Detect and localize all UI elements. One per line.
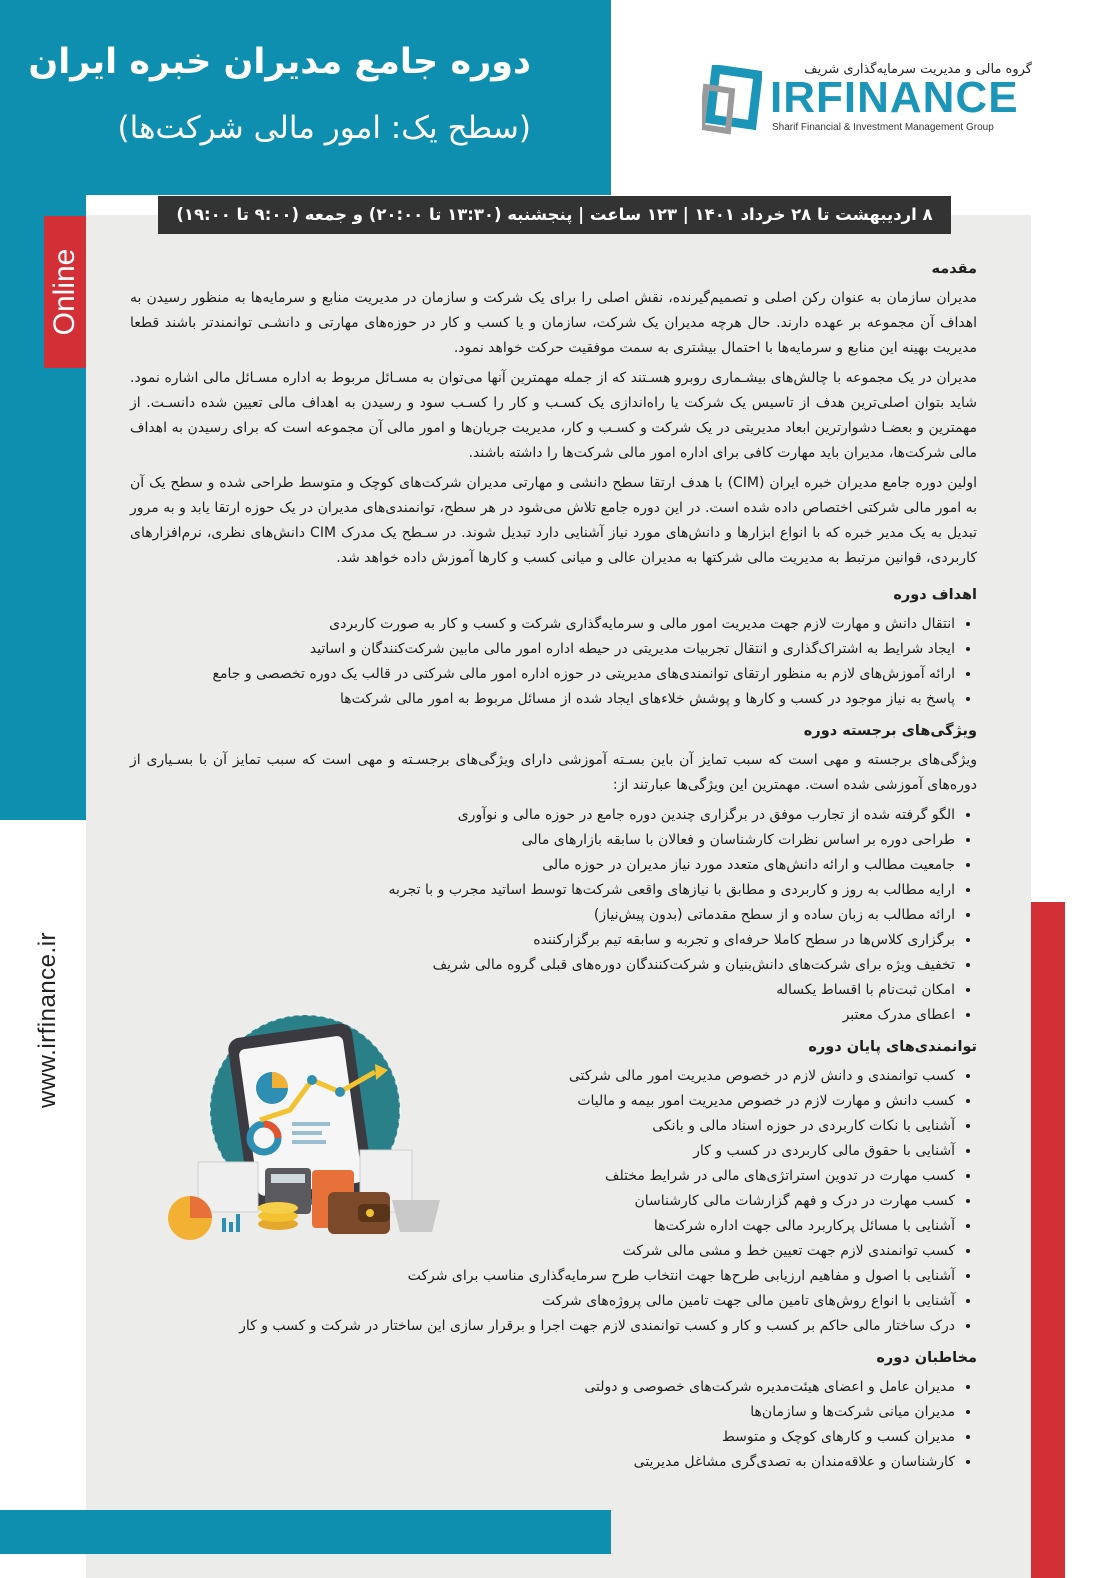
goals-heading: اهداف دوره	[893, 587, 977, 603]
list-item: • پاسخ به نیاز موجود در کسب و کارها و پوشش خلاءهای ایجاد شده از مسائل مربوط به امور مالی شرکت‌ها	[130, 687, 955, 712]
finance-illustration	[160, 1000, 445, 1250]
blue-side-band	[0, 0, 86, 820]
intro-paragraph: اولین دوره جامع مدیران خبره ایران (CIM) با هدف ارتقا سطح دانشی و مهارتی مدیران شرکت‌های کوچک و متوسط طراحی شده و سطح یک آن به امور مالی شرکتی اختصاص داده شده است. در این دوره جامع تلاش می‌شود در هر سطح، توانمندی‌های مدیران در یک حوزه ارتقا یابد و به مرور تبدیل به یک مدیر خبره که با انواع ابزارها و دانش‌های مورد نیاز آشنایی دارد تبدیل شوند. در سـطح یک مدرک CIM دانش‌های نظری، نرم‌افزارهای کاربردی، قوانین مرتبط به مدیریت مالی شرکتها به مدیران عالی و میانی کسب و کارها آموزش داده خواهد شد.	[130, 475, 977, 566]
page-subtitle: (سطح یک: امور مالی شرکت‌ها)	[117, 110, 531, 146]
list-item: • آشنایی با حقوق مالی کاربردی در کسب و کار	[130, 1139, 955, 1164]
online-label: Online	[48, 248, 81, 336]
features-list	[130, 803, 977, 1028]
list-item: • اعطای مدرک معتبر	[130, 1003, 955, 1028]
logo-persian-name: گروه مالی و مدیریت سرمایه‌گذاری شریف	[804, 62, 1032, 77]
list-item: • جامعیت مطالب و ارائه دانش‌های متعدد مورد نیاز مدیران در حوزه مالی	[130, 853, 955, 878]
website-link[interactable]: www.irfinance.ir	[34, 931, 61, 1109]
list-item: • کسب توانمندی و دانش لازم در خصوص مدیریت امور مالی شرکتی	[130, 1064, 955, 1089]
list-item: • آشنایی با مسائل پرکاربرد مالی جهت اداره شرکت‌ها	[130, 1214, 955, 1239]
page-title: دوره جامع مدیران خبره ایران	[28, 42, 531, 82]
intro-paragraph: مدیران سازمان به عنوان رکن اصلی و تصمیم‌گیرنده، نقش اصلی را برای یک شرکت و سازمان در مدیریت منابع و سرمایه‌ها به منظور رسیدن به اهداف آن مجموعه بر عهده دارند. حال هرچه مدیران یک شرکت، سازمان و یا کسب و کار در حوزه‌های مهارتی و دانشـی توانمندتر باشند قطعا مدیریت بهینه این منابع و سرمایه‌ها با احتمال بیشتری به سمت موفقیت حرکت خواهد نمود.	[130, 290, 977, 356]
intro-paragraph: مدیران در یک مجموعه با چالش‌های بیشـماری روبرو هسـتند که از جمله مهمترین آنها می‌توان به مسـائل مربوط به اداره مسـائل مالی اشاره نمود. شاید بتوان اصلی‌ترین هدف از تاسیس یک شرکت یا راه‌اندازی یک کسـب و کار را کسـب سود و رسیدن به اهداف مالی تعیین شده دانسـت. از مهمترین و بعضـا دشوارترین ابعاد مدیریتی در یک شرکت و کسـب و کار، مدیریت جریان‌ها و امور مالی آن مجموعه است که برای رسیدن به اهداف مالی شرکت‌ها، مدیران باید مهارت کافی برای اداره امور مالی شرکت‌ها را داشته باشند.	[130, 370, 977, 461]
list-item: • آشنایی با نکات کاربردی در حوزه اسناد مالی و بانکی	[130, 1114, 955, 1139]
list-item: • کسب مهارت در تدوین استراتژی‌های مالی در شرایط مختلف	[130, 1164, 955, 1189]
schedule-bar: ۸ اردیبهشت تا ۲۸ خرداد ۱۴۰۱ | ۱۲۳ ساعت | پنجشنبه (۱۳:۳۰ تا ۲۰:۰۰) و جمعه (۹:۰۰ تا ۱۹:۰۰)	[158, 196, 951, 234]
list-item: • کارشناسان و علاقه‌مندان به تصدی‌گری مشاغل مدیریتی	[130, 1450, 955, 1475]
audience-list	[130, 1375, 977, 1475]
list-item: • تخفیف ویژه برای شرکت‌های دانش‌بنیان و شرکت‌کنندگان دوره‌های قبلی گروه مالی شریف	[130, 953, 955, 978]
list-item: • الگو گرفته شده از تجارب موفق در برگزاری چندین دوره جامع در حوزه مالی و نوآوری	[130, 803, 955, 828]
list-item: • کسب توانمندی لازم جهت تعیین خط و مشی مالی شرکت	[130, 1239, 955, 1264]
list-item: • طراحی دوره بر اساس نظرات کارشناسان و فعالان با سابقه بازارهای مالی	[130, 828, 955, 853]
list-item: • درک ساختار مالی حاکم بر کسب و کار و کسب توانمندی لازم جهت اجرا و برقرار سازی این ساختار در شرکت و کسب و کار	[130, 1314, 955, 1339]
logo-brand: IRFINANCE	[770, 73, 1019, 122]
skills-heading: توانمندی‌های پایان دوره	[808, 1039, 977, 1055]
list-item: • مدیران عامل و اعضای هیئت‌مدیره شرکت‌های خصوصی و دولتی	[130, 1375, 955, 1400]
list-item: • انتقال دانش و مهارت لازم جهت مدیریت امور مالی و سرمایه‌گذاری شرکت و کسب و کار به صورت کاربردی	[130, 612, 955, 637]
list-item: • امکان ثبت‌نام با اقساط یکساله	[130, 978, 955, 1003]
intro-heading: مقدمه	[931, 261, 977, 277]
list-item: • ارایه مطالب به روز و کاربردی و مطابق با نیازهای واقعی شرکت‌ها توسط اساتید مجرب و با تجربه	[130, 878, 955, 903]
list-item: • آشنایی با اصول و مفاهیم ارزیابی طرح‌ها جهت انتخاب طرح سرمایه‌گذاری مناسب برای شرکت	[130, 1264, 955, 1289]
online-tab	[44, 216, 86, 368]
list-item: • ایجاد شرایط به اشتراک‌گذاری و انتقال تجربیات مدیریتی در حیطه اداره امور مالی مابین شرکت‌کنندگان و اساتید	[130, 637, 955, 662]
content-body	[130, 258, 977, 1483]
list-item: • کسب دانش و مهارت لازم در خصوص مدیریت امور بیمه و مالیات	[130, 1089, 955, 1114]
list-item: • ارائه مطالب به زبان ساده و از سطح مقدماتی (بدون پیش‌نیاز)	[130, 903, 955, 928]
features-heading: ویژگی‌های برجسته دوره	[803, 723, 977, 739]
list-item: • برگزاری کلاس‌ها در سطح کاملا حرفه‌ای و تجربه و سابقه تیم برگزارکننده	[130, 928, 955, 953]
features-intro: ویژگی‌های برجسته و مهی است که سبب تمایز آن باین بسـته آموزشی دارای ویژگی‌های برجسـته و مهی است که سبب تمایز آن با بسـیاری از دوره‌های آموزشی شده است. مهمترین این ویژگی‌ها عبارتند از:	[130, 752, 977, 793]
list-item: • آشنایی با انواع روش‌های تامین مالی جهت تامین مالی پروژه‌های شرکت	[130, 1289, 955, 1314]
list-item: • ارائه آموزش‌های لازم به منظور ارتقای توانمندی‌های مدیریتی در حوزه اداره امور مالی شرکتی در قالب یک دوره تخصصی و جامع	[130, 662, 955, 687]
audience-heading: مخاطبان دوره	[876, 1350, 977, 1366]
list-item: • مدیران میانی شرکت‌ها و سازمان‌ها	[130, 1400, 955, 1425]
goals-list	[130, 612, 977, 712]
blue-header-block	[86, 0, 611, 195]
blue-footer-band	[0, 1510, 611, 1554]
list-item: • کسب مهارت در درک و فهم گزارشات مالی کارشناسان	[130, 1189, 955, 1214]
red-accent-band	[1031, 902, 1065, 1578]
irfinance-logo	[702, 60, 1032, 140]
logo-mark-icon	[702, 65, 762, 135]
website-vertical[interactable]	[28, 920, 68, 1120]
list-item: • مدیران کسب و کارهای کوچک و متوسط	[130, 1425, 955, 1450]
logo-english-name: Sharif Financial & Investment Management Group	[772, 122, 994, 133]
